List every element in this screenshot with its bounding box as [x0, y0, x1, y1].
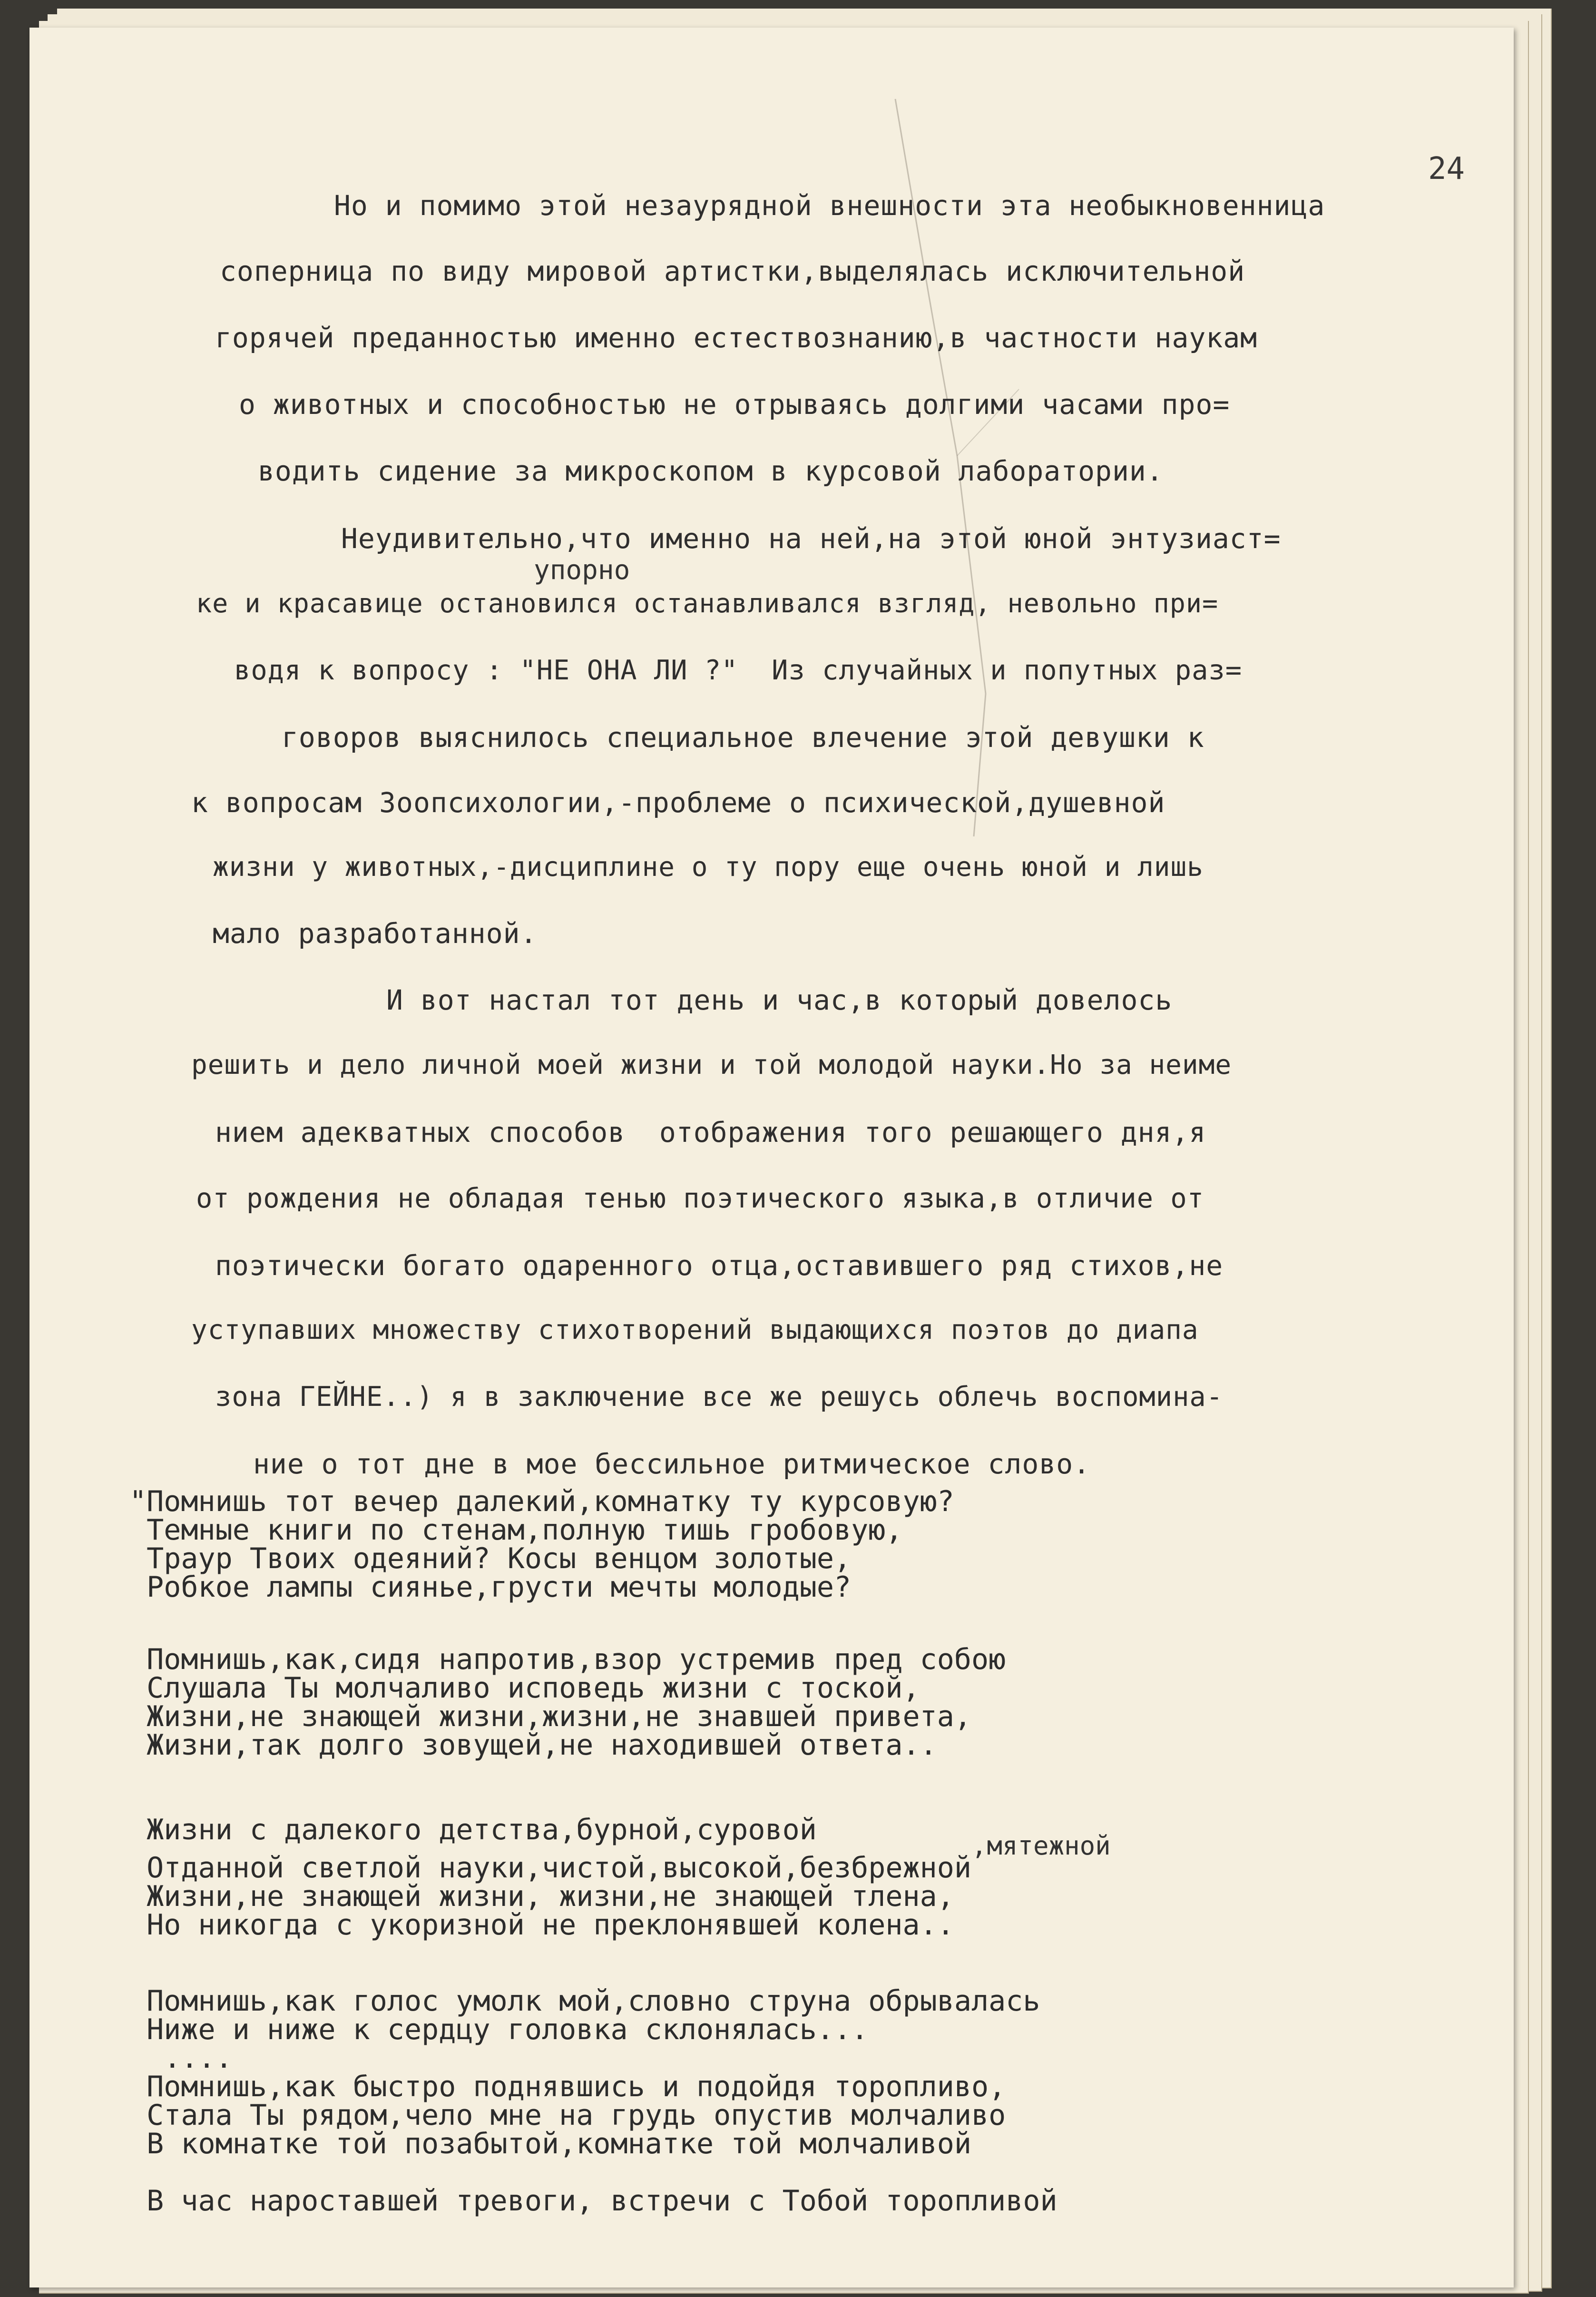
verse-line: Ниже и ниже к сердцу головка склонялась...: [129, 2013, 869, 2046]
prose-line: Но и помимо этой незаурядной внешности эта необыкновенница: [334, 189, 1325, 222]
prose-line: поэтически богато одаренного отца,оставившего ряд стихов,не: [215, 1249, 1224, 1282]
paper-crease: [29, 28, 1514, 2287]
verse-line: Помнишь,как быстро поднявшись и подойдя торопливо,: [129, 2070, 1006, 2103]
prose-line: соперница по виду мировой артистки,выделялась исключительной: [220, 255, 1245, 287]
prose-line: уступавших множеству стихотворений выдающихся поэтов до диапа: [191, 1315, 1199, 1345]
page-number: 24: [1428, 151, 1465, 187]
verse-line: Жизни,не знающей жизни, жизни,не знающей тлена,: [129, 1880, 954, 1913]
prose-line: зона ГЕЙНЕ..) я в заключение все же решусь облечь воспомина-: [215, 1381, 1224, 1413]
verse-line: Жизни с далекого детства,бурной,суровой: [129, 1813, 817, 1846]
handwritten-insert: упорно: [534, 555, 630, 586]
verse-line: В комнатке той позабытой,комнатке той молчаливой: [129, 2127, 972, 2160]
verse-line: В час нароставшей тревоги, встречи с Тобой торопливой: [129, 2184, 1057, 2218]
verse-line: Помнишь,как голос умолк мой,словно струна обрывалась: [129, 1984, 1040, 2018]
typed-page: [29, 28, 1514, 2287]
prose-line: говоров выяснилось специальное влечение этой девушки к: [282, 721, 1204, 754]
prose-line: о животных и способностью не отрываясь долгими часами про=: [239, 388, 1230, 421]
prose-line: к вопросам Зоопсихологии,-проблеме о психической,душевной: [191, 786, 1165, 819]
prose-line: решить и дело личной моей жизни и той молодой науки.Но за неиме: [191, 1050, 1232, 1080]
verse-line: Стала Ты рядом,чело мне на грудь опустив молчаливо: [129, 2099, 1006, 2132]
prose-line: жизни у животных,-дисциплине о ту пору еще очень юной и лишь: [213, 852, 1204, 883]
verse-line: Темные книги по стенам,полную тишь гробовую,: [129, 1513, 903, 1547]
prose-line: мало разработанной.: [213, 917, 538, 950]
verse-line: Робкое лампы сиянье,грусти мечты молодые?: [129, 1571, 852, 1604]
prose-line: Неудивительно,что именно на ней,на этой юной энтузиаст=: [341, 522, 1281, 555]
prose-line: от рождения не обладая тенью поэтического языка,в отличие от: [196, 1183, 1204, 1214]
verse-line: Но никогда с укоризной не преклонявшей колена..: [129, 1908, 954, 1942]
verse-line: Траур Твоих одеяний? Косы венцом золотые,: [129, 1542, 852, 1575]
prose-line: нием адекватных способов отображения того решающего дня,я: [215, 1116, 1206, 1148]
prose-line: ние о тот дне в мое бессильное ритмическое слово.: [253, 1448, 1091, 1480]
prose-line: И вот настал тот день и час,в который довелось: [386, 984, 1173, 1016]
prose-line: водить сидение за микроскопом в курсовой лаборатории.: [258, 455, 1164, 487]
prose-line: водя к вопросу : "НЕ ОНА ЛИ ?" Из случайных и попутных раз=: [234, 655, 1243, 686]
verse-line: Жизни,не знающей жизни,жизни,не знавшей привета,: [129, 1700, 972, 1733]
verse-line: Слушала Ты молчаливо исповедь жизни с тоской,: [129, 1671, 920, 1705]
verse-line: Помнишь,как,сидя напротив,взор устремив пред собою: [129, 1643, 1006, 1676]
prose-line: горячей преданностью именно естествознанию,в частности наукам: [215, 322, 1258, 354]
handwritten-insert: ,мятежной: [971, 1831, 1111, 1861]
verse-line: Жизни,так долго зовущей,не находившей ответа..: [129, 1728, 937, 1762]
verse-line: "Помнишь тот вечер далекий,комнатку ту курсовую?: [129, 1485, 954, 1518]
prose-line: ке и красавице остановился останавливался взгляд, невольно при=: [196, 588, 1219, 618]
verse-line: Отданной светлой науки,чистой,высокой,безбрежной: [129, 1851, 972, 1885]
verse-line: ....: [129, 2042, 233, 2075]
